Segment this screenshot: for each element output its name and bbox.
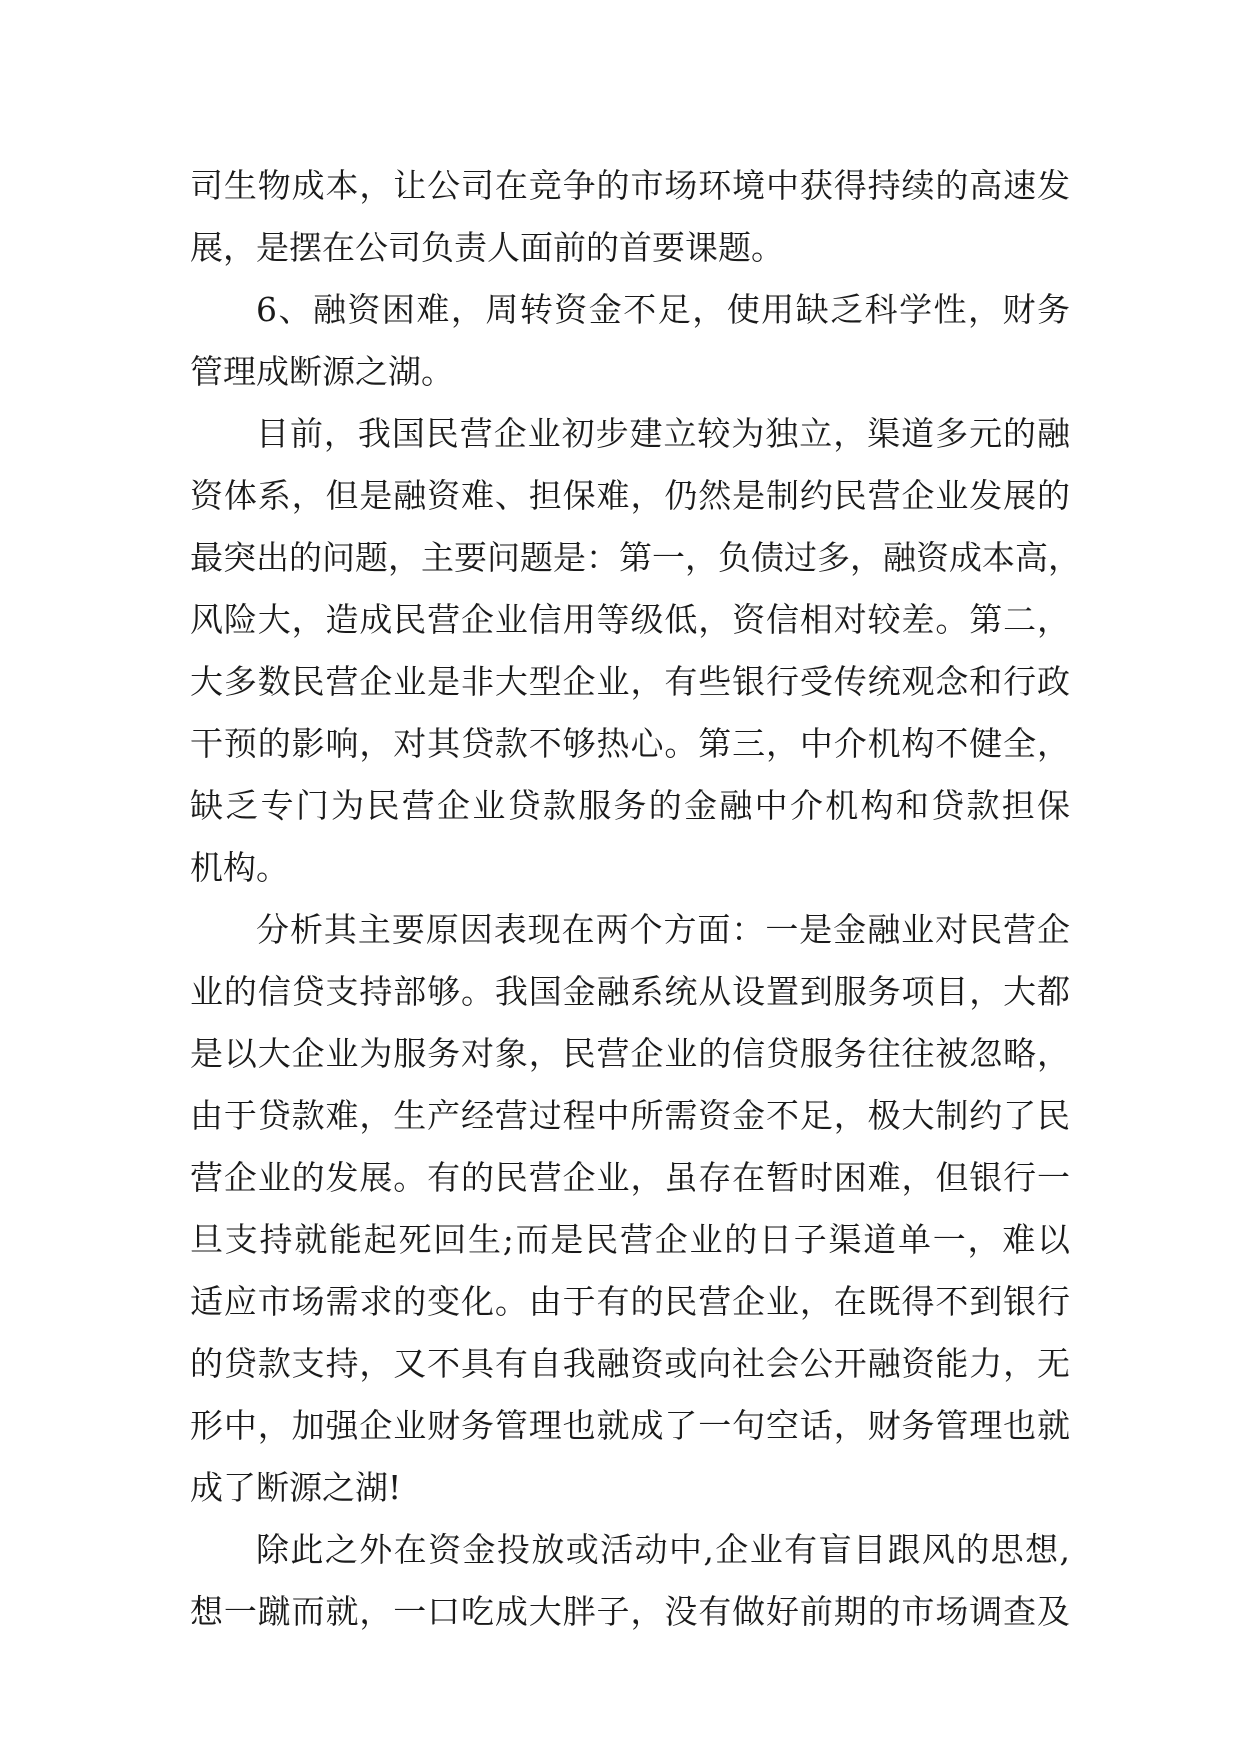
text-line: 最突出的问题，主要问题是：第一，负债过多，融资成本高， xyxy=(190,538,1081,577)
text-line: 机构。 xyxy=(190,848,289,887)
text-line: 业的信贷支持部够。我国金融系统从设置到服务项目，大都 xyxy=(190,972,1070,1011)
text-line: 形中，加强企业财务管理也就成了一句空话，财务管理也就 xyxy=(190,1406,1070,1445)
text-line: 是以大企业为服务对象，民营企业的信贷服务往往被忽略， xyxy=(190,1034,1070,1073)
text-line: 由于贷款难，生产经营过程中所需资金不足，极大制约了民 xyxy=(190,1096,1070,1135)
text-line: 6、融资困难，周转资金不足，使用缺乏科学性，财务 xyxy=(256,290,1070,329)
text-line: 旦支持就能起死回生;而是民营企业的日子渠道单一，难以 xyxy=(190,1220,1070,1259)
text-line: 资体系，但是融资难、担保难，仍然是制约民营企业发展的 xyxy=(190,476,1070,515)
text-line: 管理成断源之湖。 xyxy=(190,352,454,391)
document-body xyxy=(190,155,1081,1643)
text-line: 适应市场需求的变化。由于有的民营企业，在既得不到银行 xyxy=(190,1282,1070,1321)
text-line: 除此之外在资金投放或活动中,企业有盲目跟风的思想, xyxy=(256,1530,1070,1569)
text-line: 干预的影响，对其贷款不够热心。第三，中介机构不健全， xyxy=(190,724,1070,763)
text-line: 成了断源之湖! xyxy=(190,1468,402,1507)
text-line: 的贷款支持，又不具有自我融资或向社会公开融资能力，无 xyxy=(190,1344,1070,1383)
text-line: 缺乏专门为民营企业贷款服务的金融中介机构和贷款担保 xyxy=(190,786,1070,825)
text-line: 营企业的发展。有的民营企业，虽存在暂时困难，但银行一 xyxy=(190,1158,1070,1197)
text-line: 大多数民营企业是非大型企业，有些银行受传统观念和行政 xyxy=(190,662,1070,701)
text-line: 风险大，造成民营企业信用等级低，资信相对较差。第二， xyxy=(190,600,1070,639)
text-line: 展，是摆在公司负责人面前的首要课题。 xyxy=(190,228,784,267)
text-line: 目前，我国民营企业初步建立较为独立，渠道多元的融 xyxy=(256,414,1070,453)
text-line: 分析其主要原因表现在两个方面：一是金融业对民营企 xyxy=(256,910,1070,949)
text-line: 想一蹴而就，一口吃成大胖子，没有做好前期的市场调查及 xyxy=(190,1592,1070,1631)
text-line: 司生物成本，让公司在竞争的市场环境中获得持续的高速发 xyxy=(190,166,1070,205)
